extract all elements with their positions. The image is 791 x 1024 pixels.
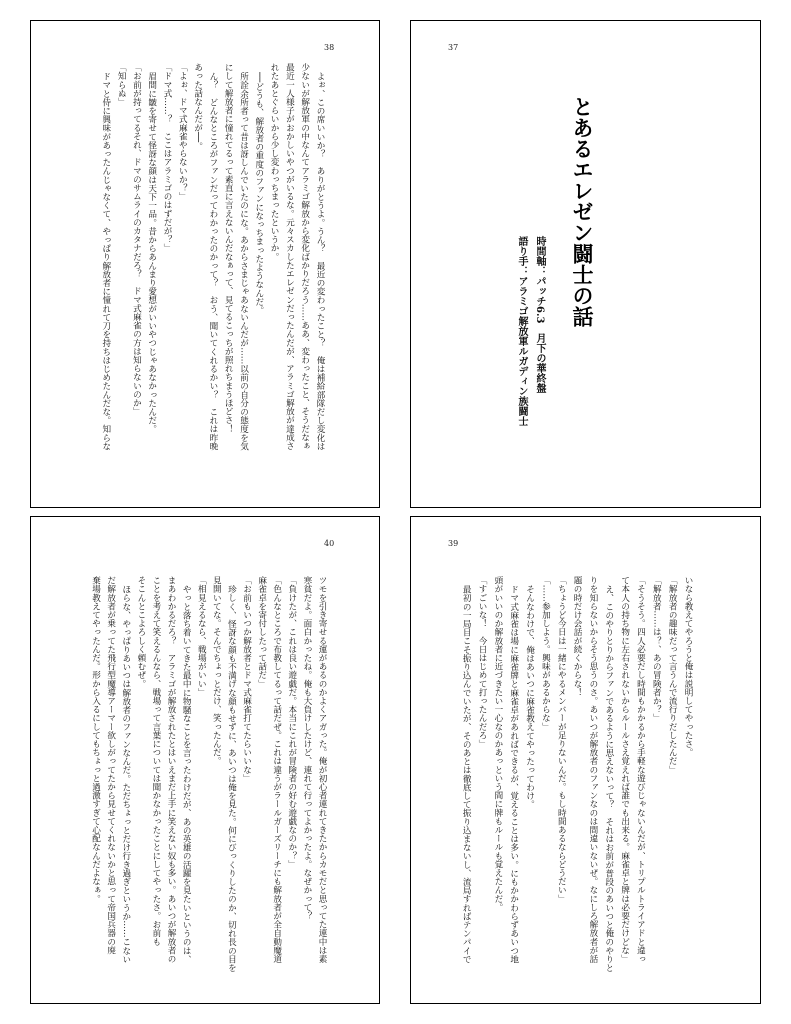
page-number: 38	[324, 43, 335, 52]
text-line: 見開いてな。そんでちょっとだけ、笑ったんだ。	[211, 576, 222, 766]
dialogue-line: 「解放者の趣味だって言うんで流行りだしたんだ」	[667, 576, 678, 774]
dialogue-line: 「お前が持ってるそれ、ドマのサムライのカタナだろ？ ドマ式麻雀の方は知らないのか」	[131, 63, 142, 416]
dialogue-line: 「お前もいつか解放者とドマ式麻雀打てたらいいな」	[241, 576, 252, 783]
text-line: いなら教えてやろうと俺は説明してやったさ。	[683, 576, 693, 757]
text-line: そこんとこよろしく頼むぜ。	[135, 576, 146, 688]
page-38	[30, 20, 380, 508]
dialogue-line: 「相見えるなら、戦場がいい」	[196, 576, 207, 697]
text-line: 題の時だけ会話が続くからな！	[572, 576, 583, 697]
dialogue-line: 「負けたが、これは良い遊戯だ。本当にこれが冒険者の好む遊戯なのか？」	[286, 576, 297, 869]
dialogue-line: 「……参加しよう。興味があるからな」	[540, 576, 551, 731]
story-meta	[512, 236, 548, 426]
dialogue-line: 「色んなところで布教してるって話だぜ。これは違うがラールガーズリーチにも解放者が全自動魔道	[271, 576, 282, 963]
text-line: 眉間に皺を寄せて怪訝な顔は天下一品。昔からあんまり愛想がいいやつじゃあなかったんだ。	[146, 71, 157, 433]
page-number: 37	[448, 43, 459, 52]
text-line: 麻雀卓を寄付したって話だ」	[256, 576, 267, 688]
text-line: 棄場教えてやったんだ。形から入るにしてもちょっと過激すぎて心配なんだよなぁ。	[90, 576, 101, 903]
text-line: 最初の一局目こそ振り込んでいたが、そのあとは徹底して振り込まないし、流局すればテンパイで	[461, 584, 472, 963]
dialogue-line: 「解放者……は？、あの冒険者か？」	[651, 576, 662, 723]
story-title: とあるエレゼン闘士の話	[570, 96, 595, 327]
text-line: え、このやりとりからファンであるように思えないって？ それはお前が普段のあいつと俺のやりと	[603, 584, 614, 972]
text-line: 頭がいいのか解放者に近づきたい一心なのかあっという間に牌もルールも覚えたんだ。	[492, 576, 503, 912]
page-body-text	[88, 576, 330, 972]
text-line: ドマと侍に興味があったんじゃなくて、やっぱり解放者に憧れて刀を持ちはじめたんだな。知らな	[100, 71, 111, 450]
page-number: 40	[324, 539, 335, 548]
text-line: 珍しく、怪訝な顔も不満げな顔もせずに、あいつは俺を見た。何にびっくりしたのか、切れ長の目を	[226, 584, 237, 972]
page-number: 39	[448, 539, 459, 548]
dialogue-line: 「ちょうど今日は一緒にやるメンバーが足りないんだ。もし時間あるならどうだい」	[556, 576, 567, 903]
text-line: 寒貧だよ。面白かったね。俺も大負けしたけど、連れて行ってよかったよ。なぜかって？	[301, 576, 312, 920]
text-line: やっと落ち着いてきた最中に物騒なことを言ったわけだが、あの英雄の活躍を見たいというのは、	[181, 584, 192, 963]
text-line: 最近一人様子がおかしいやつがいるな。元々スカしたエレゼンだったんだが、アラミゴ解放が達成さ	[284, 63, 295, 450]
dialogue-line: 「そうそう。四人必要だし時間もかかるから手軽な遊びじゃないんだが、トリプルトライアドと違っ	[635, 576, 646, 963]
text-line: よぉ、この席いいか？ ありがとうよ。うん？ 最近の変わったこと？ 俺は補給部隊だし変化は	[315, 71, 325, 450]
text-line: にして解放者に憧れてるって素直に言えないんだなぁって、見てるこっちが照れちまうほどさ！	[223, 63, 234, 433]
timeline-line: 時間軸：パッチ6.3 月下の華終盤	[534, 236, 545, 394]
page-40	[30, 516, 380, 1004]
page-39	[410, 516, 761, 1004]
text-line: ことを考えて笑えるんなら、戦場って言葉については聞かなかったことにしてやったさ。お前も	[150, 576, 161, 946]
dialogue-line: 「知らぬ」	[116, 63, 127, 106]
text-line: ──どうも、解放者の重度のファンになっちまったようなんだ。	[253, 71, 264, 315]
text-line: 所詮余所者って昔は訝しんでいたのにな。あからさまじゃあないんだが……以前の自分の態度を気	[238, 71, 249, 450]
narrator-line: 語り手：アラミゴ解放軍ルガディン族闘士	[516, 236, 527, 426]
page-body-text	[457, 576, 695, 972]
page-37	[410, 20, 761, 508]
text-line: ほらな、やっぱりあいつは解放者のファンなんだ。ただちょっとだけ行き過ぎというか……こない	[120, 584, 131, 963]
text-line: まあわかるだろ？ アラミゴが解放されたとはいえまだ上手に笑えない奴も多い。あいつが解放者の	[166, 576, 177, 963]
text-line: ドマ式麻雀は場に麻雀牌と麻雀卓があればできるが、覚えることは多い。にもかかわらずあいつ地	[508, 584, 519, 963]
page-body-text	[98, 63, 327, 450]
dialogue-line: 「ドマ式……？ ここはアラミゴのはずだが？」	[162, 63, 173, 253]
text-line: て本人の持ち物に左右されないからルールさえ覚えれば誰でも出来る。麻雀卓と牌は必要だけどな」	[619, 576, 630, 963]
text-line: 少ないが解放軍の中なんてアラミゴ解放から変化ばかりだろう……ああ、変わったこと、そうだなぁ	[299, 63, 310, 450]
text-line: だ解放者が乗ってた飛行型魔導アーマー欲しがってたから見せてくれないかと思って帝国兵器の廃	[105, 576, 116, 955]
text-line: れたあとぐらいから少し変わっちまったというか。	[269, 63, 280, 261]
text-line: そんなわけで、俺はあいつに麻雀教えてやったってわけ。	[524, 584, 535, 809]
dialogue-line: 「よぉ、ドマ式麻雀やらないか？」	[177, 63, 188, 201]
text-line: あった話なんだが──。	[192, 63, 203, 151]
text-line: りを知らないからそう思うのさ。あいつが解放者のファンなのは間違いないぜ。なにしろ解放者が話	[587, 576, 598, 963]
dialogue-line: 「すごいな！ 今日はじめて打ったんだろ」	[477, 576, 488, 748]
text-line: ん？ どんなところがファンだってわかったのかって？ おう、聞いてくれるかい？ これは昨晩	[207, 71, 218, 450]
text-line: ツモを引き寄せる運があるのかよくアガった。俺が初心者連れてきたからカモだと思ってた連中は素	[317, 576, 327, 963]
